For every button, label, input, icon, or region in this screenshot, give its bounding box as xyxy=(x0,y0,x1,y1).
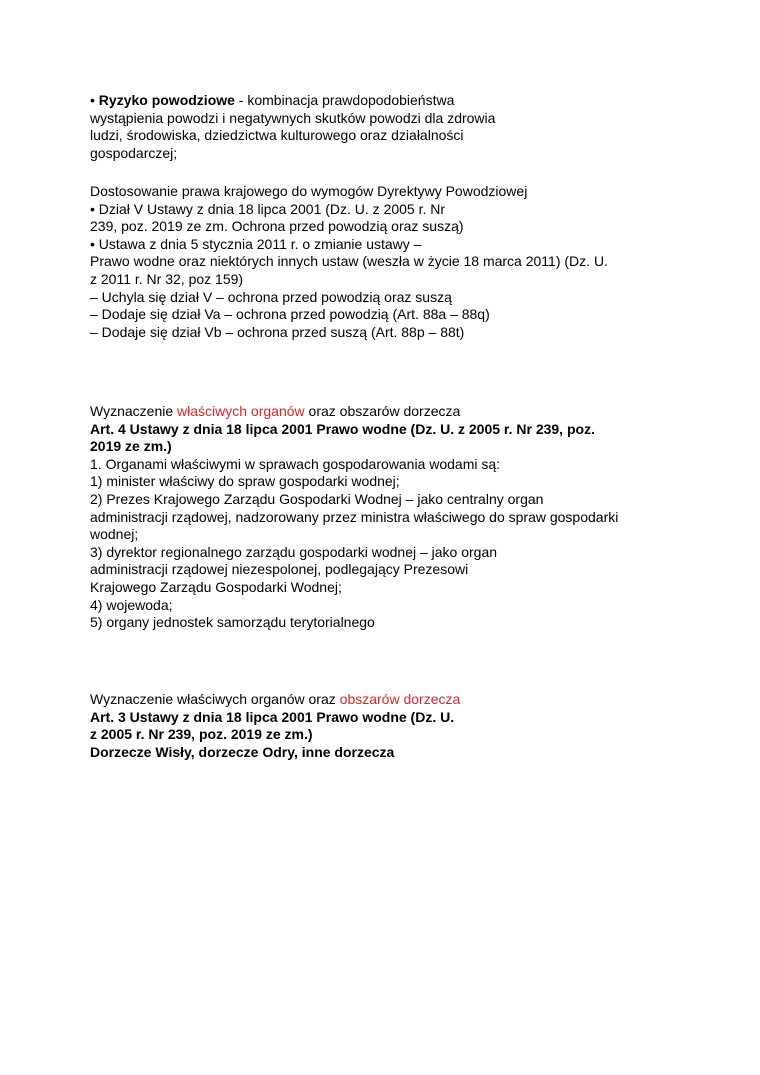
article-reference: z 2005 r. Nr 239, poz. 2019 ze zm.) xyxy=(90,726,313,743)
list-item: – Dodaje się dział Va – ochrona przed powodzią (Art. 88a – 88q) xyxy=(90,306,490,323)
list-item: Prawo wodne oraz niektórych innych ustaw (weszła w życie 18 marca 2011) (Dz. U. xyxy=(90,253,608,270)
flood-risk-definition xyxy=(90,92,680,162)
article-reference: 2019 ze zm.) xyxy=(90,438,172,455)
definition-line: gospodarczej; xyxy=(90,144,178,161)
bullet-marker: • xyxy=(90,92,95,108)
list-item: – Dodaje się dział Vb – ochrona przed suszą (Art. 88p – 88t) xyxy=(90,323,465,340)
heading-prefix: Wyznaczenie właściwych organów oraz xyxy=(90,691,340,707)
definition-line: ludzi, środowiska, dziedzictwa kulturowego oraz działalności xyxy=(90,127,464,144)
list-item: • Dział V Ustawy z dnia 18 lipca 2001 (Dz. U. z 2005 r. Nr xyxy=(90,200,446,217)
list-item: 3) dyrektor regionalnego zarządu gospodarki wodnej – jako organ xyxy=(90,543,498,560)
article-reference: Art. 4 Ustawy z dnia 18 lipca 2001 Prawo wodne (Dz. U. z 2005 r. Nr 239, poz. xyxy=(90,420,595,437)
list-item: – Uchyla się dział V – ochrona przed powodzią oraz suszą xyxy=(90,288,452,305)
river-basins-list: Dorzecze Wisły, dorzecze Odry, inne dorzecza xyxy=(90,743,395,760)
section-heading xyxy=(90,403,680,421)
law-adaptation-section xyxy=(90,183,680,341)
list-item: 5) organy jednostek samorządu terytorialnego xyxy=(90,614,375,631)
list-item: z 2011 r. Nr 32, poz 159) xyxy=(90,270,244,287)
section-heading: Dostosowanie prawa krajowego do wymogów Dyrektywy Powodziowej xyxy=(90,183,528,199)
list-item: 4) wojewoda; xyxy=(90,596,173,613)
article-reference: Art. 3 Ustawy z dnia 18 lipca 2001 Prawo wodne (Dz. U. xyxy=(90,708,455,725)
heading-highlight: właściwych organów xyxy=(177,403,305,419)
list-item: administracji rządowej niezespolonej, podlegający Prezesowi xyxy=(90,561,469,578)
definition-first-line xyxy=(90,92,680,110)
list-item: Krajowego Zarządu Gospodarki Wodnej; xyxy=(90,578,342,595)
list-item: administracji rządowej, nadzorowany przez ministra właściwego do spraw gospodarki xyxy=(90,508,619,525)
list-item: 1. Organami właściwymi w sprawach gospodarowania wodami są: xyxy=(90,455,501,472)
definition-line: wystąpienia powodzi i negatywnych skutków powodzi dla zdrowia xyxy=(90,109,496,126)
heading-suffix: oraz obszarów dorzecza xyxy=(304,403,461,419)
competent-authorities-section xyxy=(90,403,680,632)
heading-highlight: obszarów dorzecza xyxy=(339,691,461,707)
term-flood-risk: Ryzyko powodziowe xyxy=(98,92,235,108)
list-item: wodnej; xyxy=(90,526,139,543)
list-item: 1) minister właściwy do spraw gospodarki wodnej; xyxy=(90,473,400,490)
definition-text: - kombinacja prawdopodobieństwa xyxy=(234,92,455,108)
list-item: • Ustawa z dnia 5 stycznia 2011 r. o zmianie ustawy – xyxy=(90,235,422,252)
list-item: 2) Prezes Krajowego Zarządu Gospodarki Wodnej – jako centralny organ xyxy=(90,490,544,507)
river-basin-section xyxy=(90,691,680,761)
list-item: 239, poz. 2019 ze zm. Ochrona przed powodzią oraz suszą) xyxy=(90,218,464,235)
heading-prefix: Wyznaczenie xyxy=(90,403,178,419)
section-heading xyxy=(90,691,680,709)
